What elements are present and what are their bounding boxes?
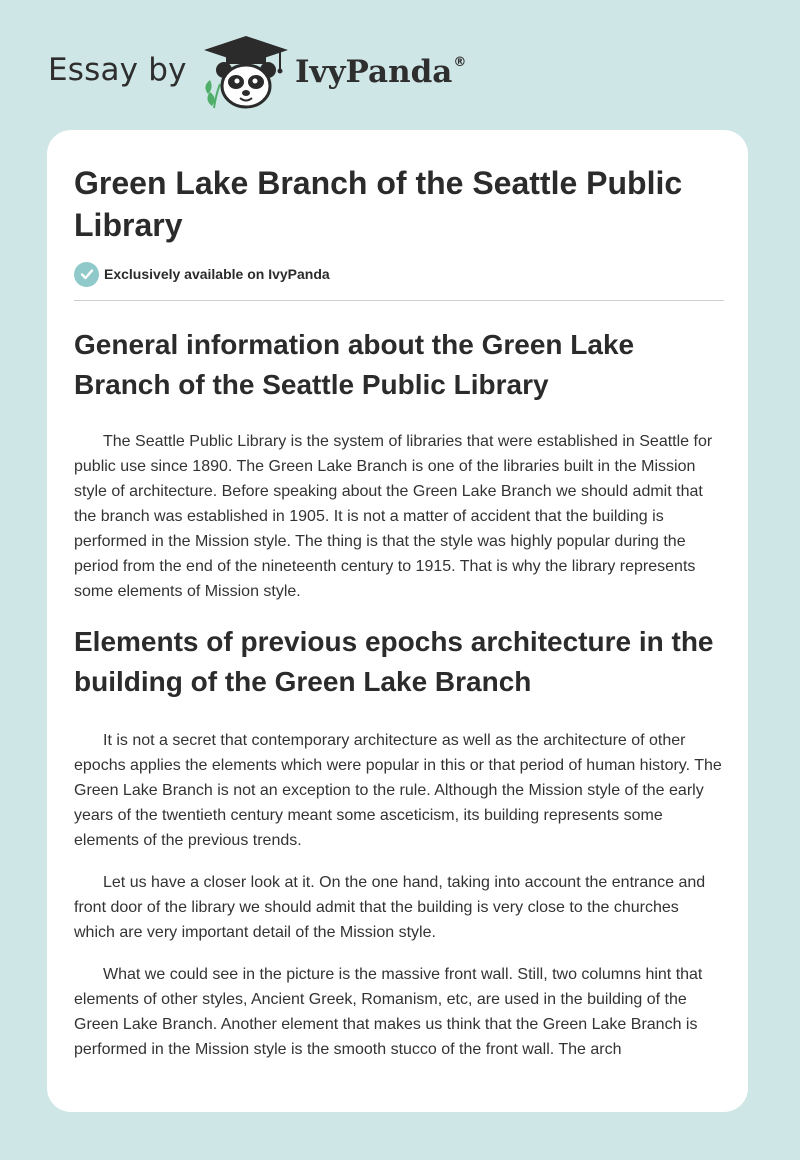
section-heading: General information about the Green Lake Branch of the Seattle Public Library [74,329,635,400]
site-header [48,34,508,110]
page-title: Green Lake Branch of the Seattle Public Library [74,165,683,243]
section-previous-epochs [74,622,724,1062]
registered-mark: ® [453,55,467,70]
check-icon [74,262,99,287]
essay-content [74,162,724,1079]
essay-by-label: Essay by [48,52,187,88]
brand-text: IvyPanda [295,54,453,90]
section-paragraph: What we could see in the picture is the massive front wall. Still, two columns hint that elements of other styles, Ancient Greek, Romanism, etc, are used in the building of the Green Lake Branch. Another element that makes us think that the Green Lake Branch is performed in the Mission style is the smooth stucco of the front wall. The arch [74,966,703,1058]
brand-name[interactable] [295,54,466,90]
section-general-information [74,325,724,604]
badge-label: Exclusively available on IvyPanda [104,266,330,282]
section-paragraph: The Seattle Public Library is the system of libraries that were established in Seattle for public use since 1890. The Green Lake Branch is one of the libraries built in the Mission style of architecture. Before speaking about the Green Lake Branch we should admit that the branch was established in 1905. It is not a matter of accident that the building is performed in the Mission style. The thing is that the style was highly popular during the period from the end of the nineteenth century to 1915. That is why the library represents some elements of Mission style. [74,433,713,600]
section-paragraph: Let us have a closer look at it. On the one hand, taking into account the entrance and front door of the library we should admit that the building is very close to the churches which are very important detail of the Mission style. [74,874,706,941]
essay-card [47,130,748,1112]
exclusive-badge [74,260,724,288]
panda-logo-icon[interactable] [200,34,292,110]
section-heading: Elements of previous epochs architecture in the building of the Green Lake Branch [74,626,714,697]
section-paragraph: It is not a secret that contemporary architecture as well as the architecture of other epochs applies the elements which were popular in this or that period of human history. The Green Lake Branch is not an exception to the rule. Although the Mission style of the early years of the twentieth century meant some asceticism, its building represents some elements of the previous trends. [74,732,722,849]
title-divider [74,300,724,301]
